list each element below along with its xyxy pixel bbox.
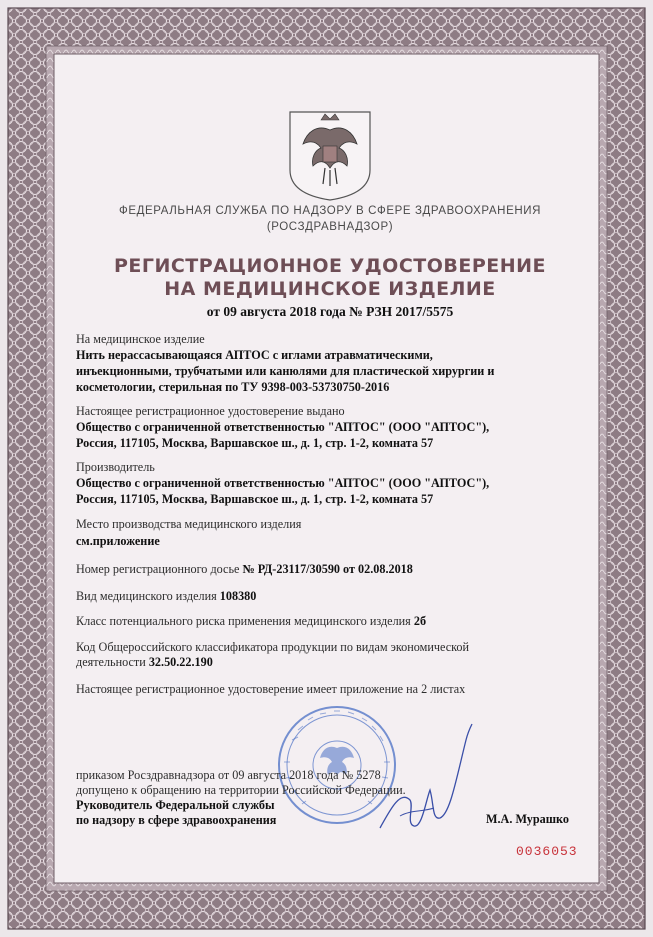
agency-name: ФЕДЕРАЛЬНАЯ СЛУЖБА ПО НАДЗОРУ В СФЕРЕ ЗДРАВООХРАНЕНИЯ — [118, 205, 542, 217]
okp-label-line2: деятельности — [76, 655, 149, 669]
device-name-line: Нить нерассасывающаяся АПТОС с иглами атравматическими, — [76, 348, 433, 362]
okp-value: 32.50.22.190 — [148, 655, 213, 669]
device-name-line: косметологии, стерильная по ТУ 9398-003-53730750-2016 — [76, 380, 390, 394]
appendix-note: Настоящее регистрационное удостоверение имеет приложение на 2 листах — [76, 682, 466, 696]
document-title-line2: НА МЕДИЦИНСКОЕ ИЗДЕЛИЕ — [164, 278, 496, 300]
device-kind — [76, 589, 256, 604]
device-kind-value: 108380 — [219, 589, 257, 603]
issued-to-label: Настоящее регистрационное удостоверение выдано — [76, 404, 345, 418]
coat-of-arms-emblem-icon — [285, 110, 375, 202]
dossier-number — [76, 562, 413, 577]
issue-date-and-number: от 09 августа 2018 года № РЗН 2017/5575 — [206, 304, 454, 319]
okp-label-line1: Код Общероссийского классификатора продукции по видам экономической — [76, 640, 470, 654]
manufacturer-label: Производитель — [76, 460, 155, 474]
signer-name: М.А. Мурашко — [486, 812, 569, 826]
device-label: На медицинское изделие — [76, 332, 205, 346]
serial-number: 0036053 — [516, 844, 578, 859]
document-title-line1: РЕГИСТРАЦИОННОЕ УДОСТОВЕРЕНИЕ — [113, 255, 547, 277]
head-title-line2: по надзору в сфере здравоохранения — [76, 813, 277, 827]
device-name-line: инъекционными, трубчатыми или канюлями для пластической хирургии и — [76, 364, 495, 378]
issued-to-line: Общество с ограниченной ответственностью "АПТОС" (ООО "АПТОС"), — [76, 420, 490, 434]
handwritten-signature — [370, 720, 480, 840]
head-title-line1: Руководитель Федеральной службы — [76, 798, 275, 812]
dossier-label: Номер регистрационного досье — [76, 562, 243, 576]
production-place-label: Место производства медицинского изделия — [76, 517, 302, 531]
manufacturer-company — [76, 475, 576, 507]
order-line2: допущено к обращению на территории Российской Федерации. — [76, 783, 406, 797]
risk-class-label: Класс потенциального риска применения медицинского изделия — [76, 614, 414, 628]
dossier-value: № РД-23117/30590 от 02.08.2018 — [242, 562, 413, 576]
issued-to-line: Россия, 117105, Москва, Варшавское ш., д. 1, стр. 1-2, комната 57 — [76, 436, 434, 450]
production-place-value: см.приложение — [76, 534, 160, 548]
manufacturer-line: Россия, 117105, Москва, Варшавское ш., д. 1, стр. 1-2, комната 57 — [76, 492, 434, 506]
device-name — [76, 347, 576, 395]
device-kind-label: Вид медицинского изделия — [76, 589, 220, 603]
risk-class — [76, 614, 426, 629]
issued-to-company — [76, 419, 576, 451]
agency-abbreviation: (РОСЗДРАВНАДЗОР) — [266, 221, 394, 233]
order-line1: приказом Росздравнадзора от 09 августа 2018 года № 5278 — [76, 768, 381, 782]
risk-class-value: 2б — [413, 614, 427, 628]
okp-code — [76, 655, 213, 670]
manufacturer-line: Общество с ограниченной ответственностью "АПТОС" (ООО "АПТОС"), — [76, 476, 490, 490]
